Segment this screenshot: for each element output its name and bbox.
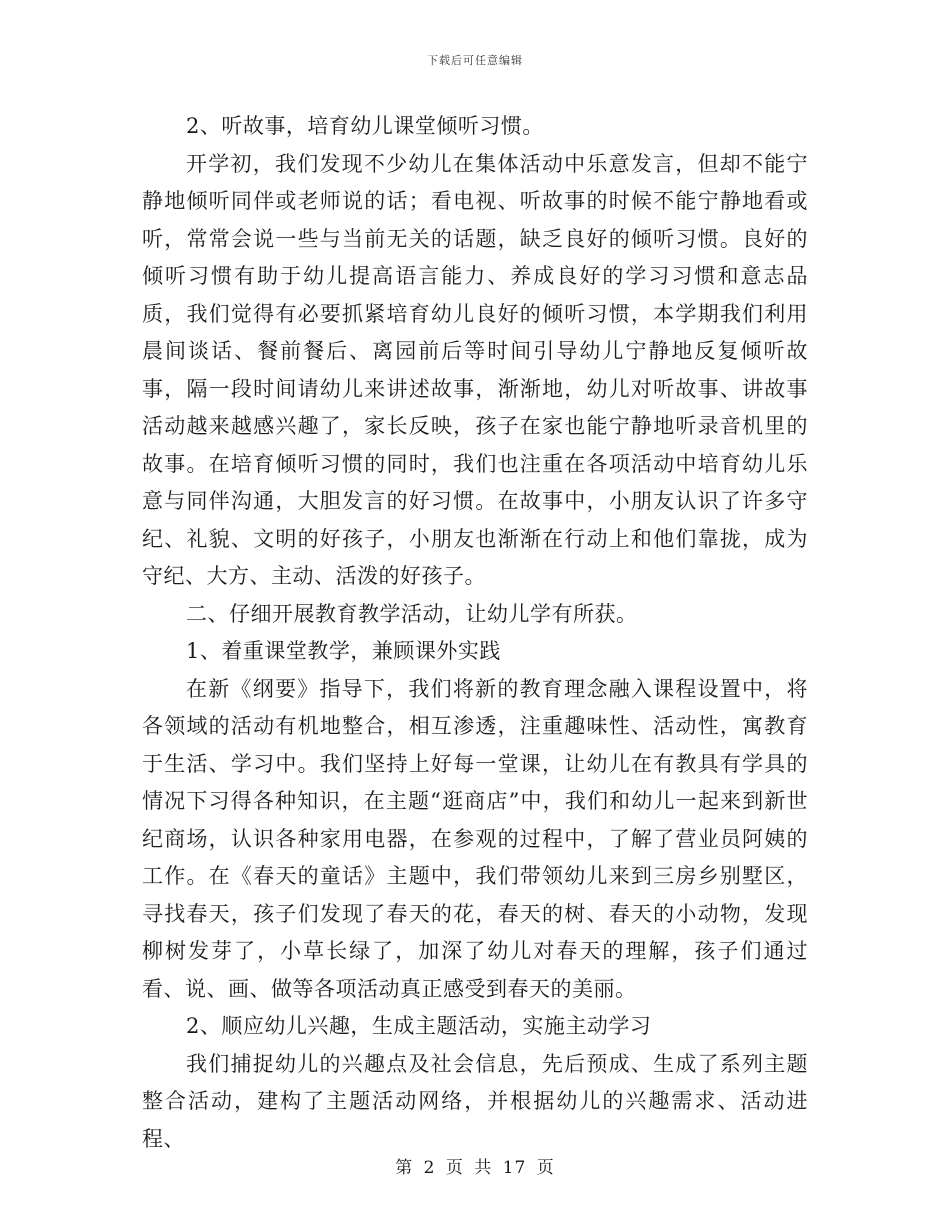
section-heading-listening: 2、听故事，培育幼儿课堂倾听习惯。 bbox=[186, 114, 544, 138]
section-heading-teaching: 二、仔细开展教育教学活动，让幼儿学有所获。 bbox=[186, 601, 638, 626]
document-body bbox=[142, 108, 808, 1158]
page-header: 下载后可任意编辑 bbox=[427, 54, 523, 67]
paragraph-classroom-practice: 在新《纲要》指导下，我们将新的教育理念融入课程设置中，将各领域的活动有机地整合，相互渗透，注重趣味性、活动性，寓教育于生活、学习中。我们坚持上好每一堂课，让幼儿在有教具有学具的情况下习得各种知识，在主题“逛商店”中，我们和幼儿一起来到新世纪商场，认识各种家用电器，在参观的过程中，了解了营业员阿姨的工作。在《春天的童话》主题中，我们带领幼儿来到三房乡别墅区，寻找春天，孩子们发现了春天的花，春天的树、春天的小动物，发现柳树发芽了，小草长绿了，加深了幼儿对春天的理解，孩子们通过看、说、画、做等各项活动真正感受到春天的美丽。 bbox=[142, 676, 808, 1001]
subheading-interests: 2、顺应幼儿兴趣，生成主题活动，实施主动学习 bbox=[186, 1014, 652, 1038]
subheading-classroom: 1、着重课堂教学，兼顾课外实践 bbox=[186, 639, 501, 663]
page-number: 第 2 页 共 17 页 bbox=[395, 1158, 555, 1178]
paragraph-theme-activities: 我们捕捉幼儿的兴趣点及社会信息，先后预成、生成了系列主题整合活动，建构了主题活动网络，并根据幼儿的兴趣需求、活动进程、 bbox=[142, 1051, 808, 1151]
paragraph-listening-habits: 开学初，我们发现不少幼儿在集体活动中乐意发言，但却不能宁静地倾听同伴或老师说的话；看电视、听故事的时候不能宁静地看或听，常常会说一些与当前无关的话题，缺乏良好的倾听习惯。良好的倾听习惯有助于幼儿提高语言能力、养成良好的学习习惯和意志品质，我们觉得有必要抓紧培育幼儿良好的倾听习惯，本学期我们利用晨间谈话、餐前餐后、离园前后等时间引导幼儿宁静地反复倾听故事，隔一段时间请幼儿来讲述故事，渐渐地，幼儿对听故事、讲故事活动越来越感兴趣了，家长反映，孩子在家也能宁静地听录音机里的故事。在培育倾听习惯的同时，我们也注重在各项活动中培育幼儿乐意与同伴沟通，大胆发言的好习惯。在故事中，小朋友认识了许多守纪、礼貌、文明的好孩子，小朋友也渐渐在行动上和他们靠拢，成为守纪、大方、主动、活泼的好孩子。 bbox=[142, 151, 808, 588]
